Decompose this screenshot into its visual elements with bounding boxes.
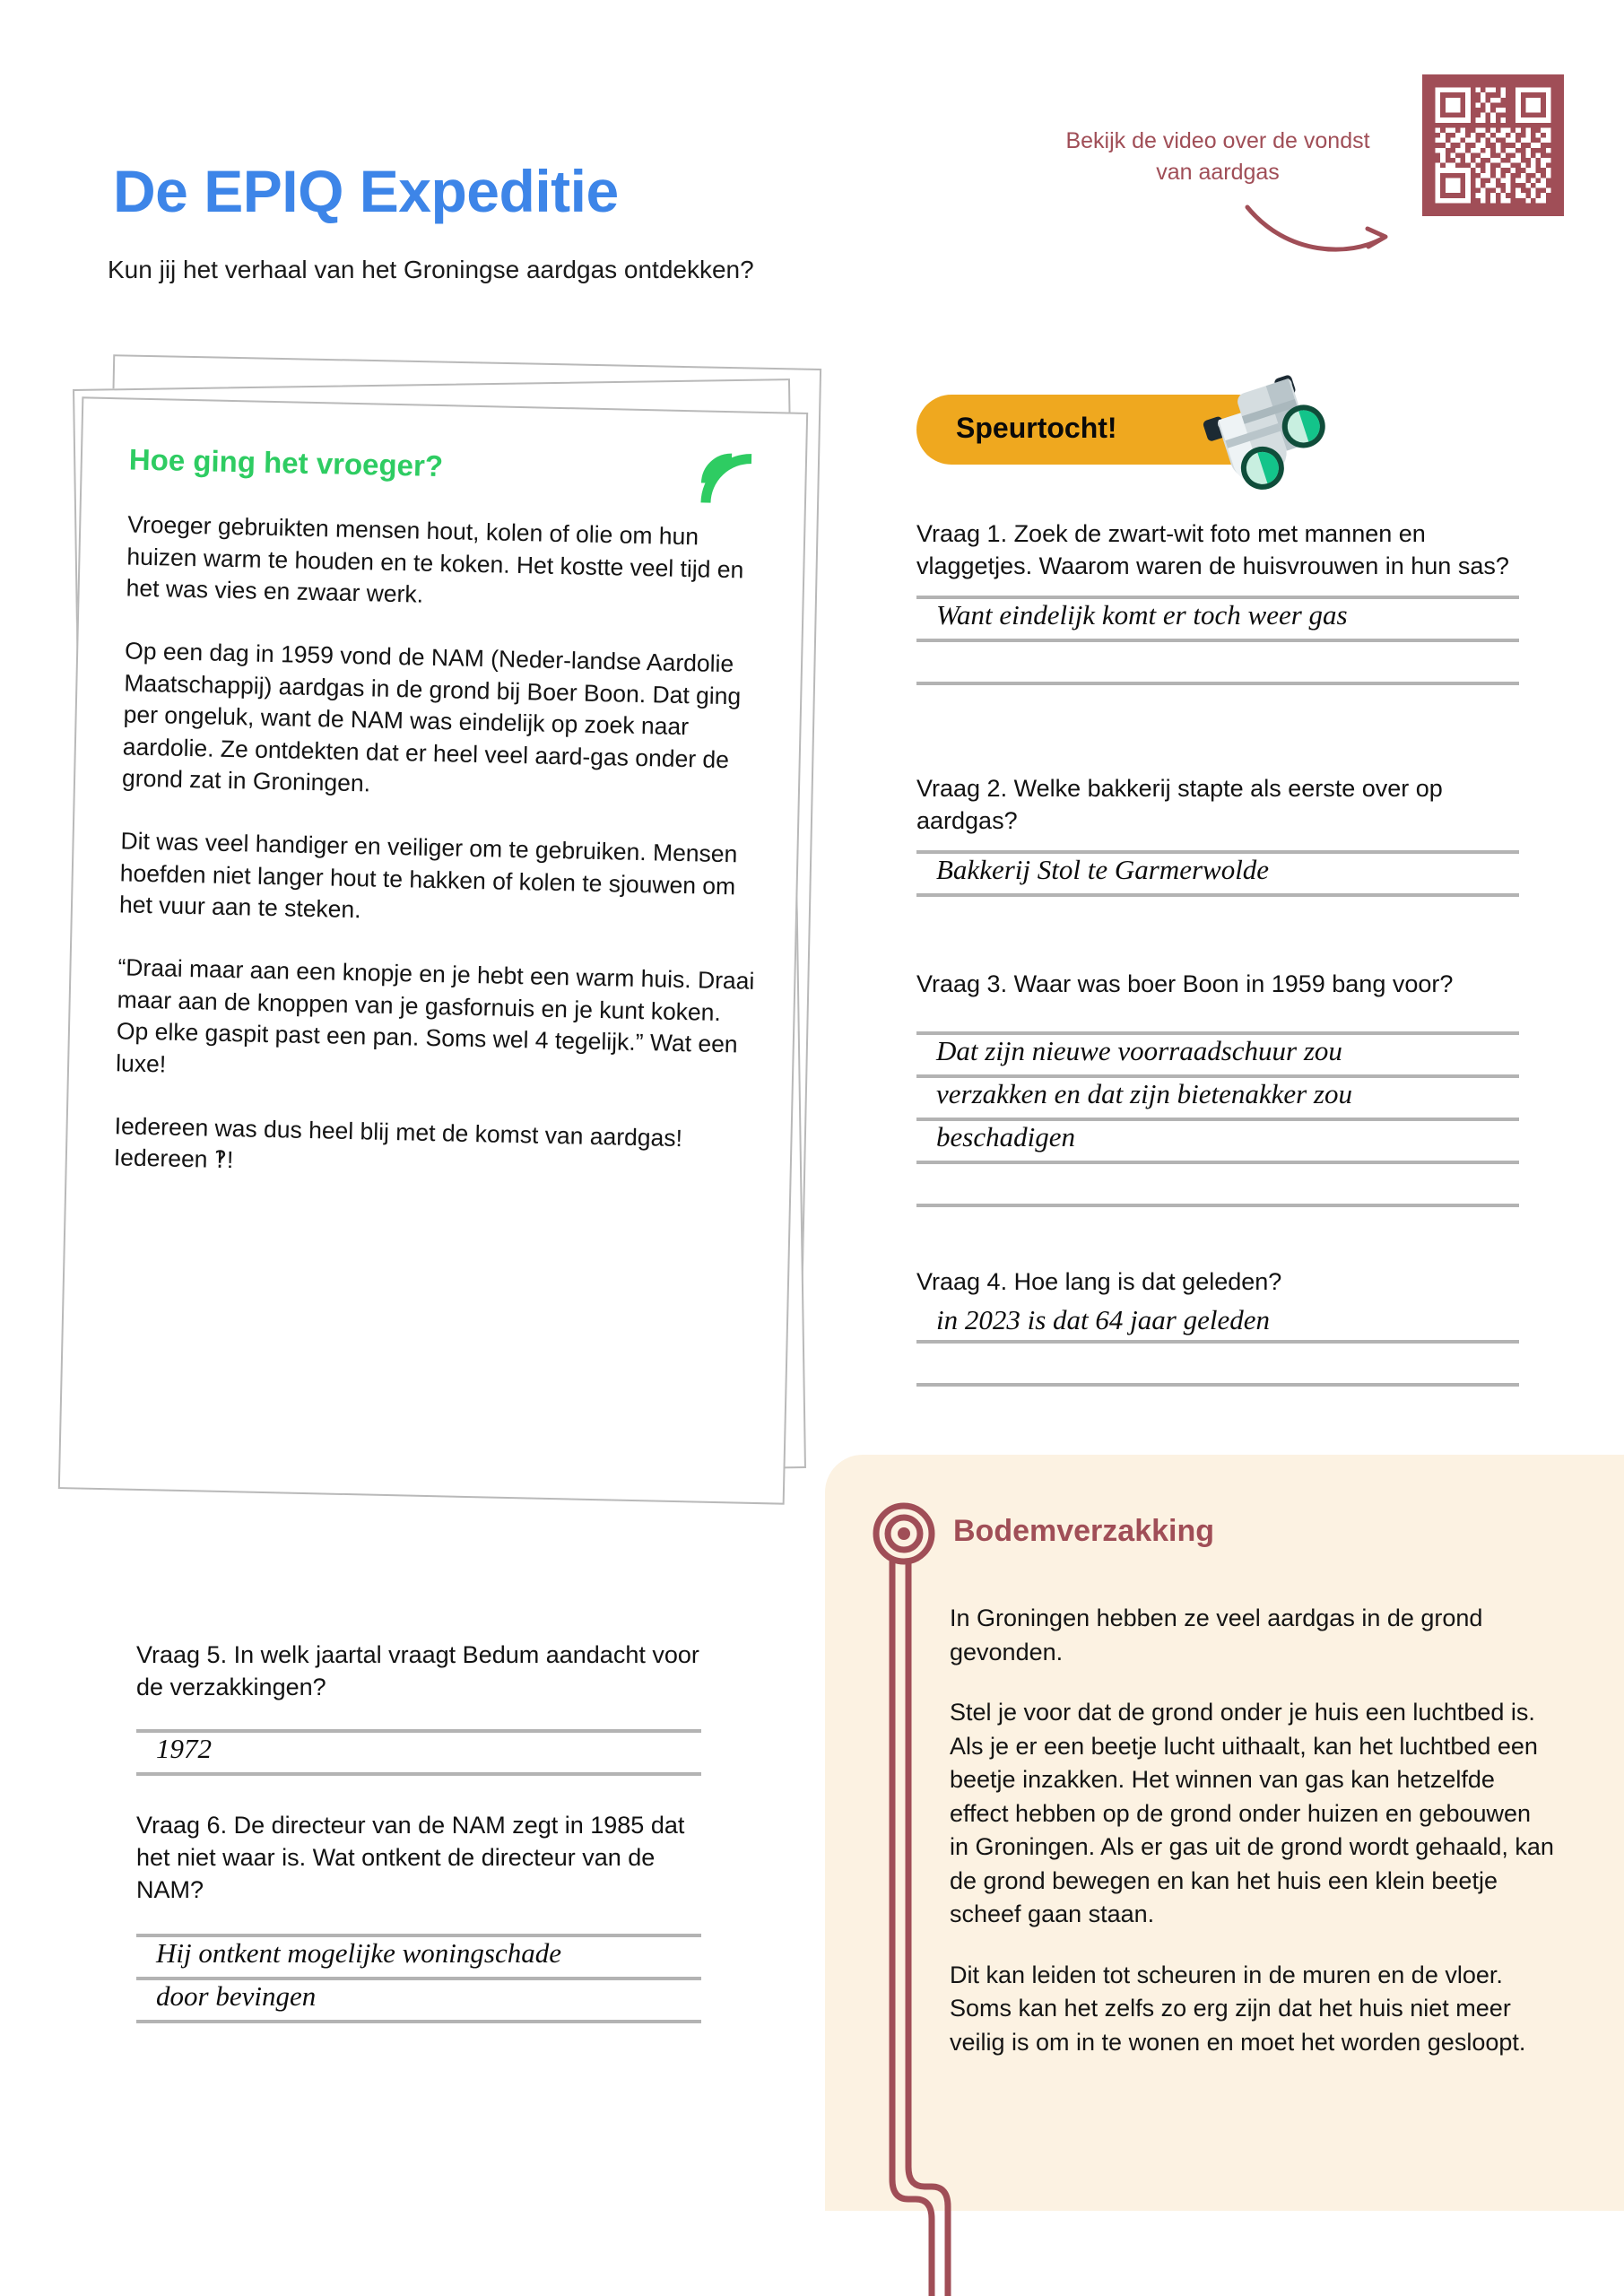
answer-rule	[136, 1772, 701, 1776]
bodem-paragraph: Stel je voor dat de grond onder je huis een luchtbed is. Als je er een beetje lucht uithaalt, kan het luchtbed een beetje inzakken. Het winnen van gas kan hetzelfde effect hebben op de grond onder huizen en gebouwen in Groningen. Als er gas uit de grond wordt gehaald, kan de grond bewegen en kan het huis een klein beetje scheef gaan staan.	[950, 1699, 1554, 1928]
answer-field[interactable]	[916, 1302, 1519, 1387]
answer-field[interactable]	[136, 1934, 701, 2023]
answer-text: Want eindelijk komt er toch weer gas	[936, 598, 1348, 631]
story-heading: Hoe ging het vroeger?	[128, 442, 444, 483]
answer-field[interactable]	[136, 1729, 701, 1776]
question-group-q6	[136, 1810, 701, 2023]
story-paragraph: “Draai maar aan een knopje en je hebt een warm huis. Draai maar aan de knoppen van je gasfornuis en je kunt koken. Op elke gaspit past een pan. Soms wel 4 tegelijk.” Wat een luxe!	[115, 953, 755, 1078]
answer-text: 1972	[156, 1732, 212, 1764]
story-paragraph: Dit was veel handiger en veiliger om te gebruiken. Mensen hoefden niet langer hout te hakken of kolen te sjouwen om het vuur aan te steken.	[118, 827, 738, 924]
question-group-q3	[916, 969, 1519, 1207]
question-text: Vraag 6. De directeur van de NAM zegt in 1985 dat het niet waar is. Wat ontkent de directeur van de NAM?	[136, 1812, 685, 1903]
answer-text: beschadigen	[936, 1120, 1075, 1152]
binoculars-icon	[1193, 370, 1372, 491]
qr-caption-text: Bekijk de video over de vondst van aardgas	[1065, 128, 1370, 185]
answer-text: Hij ontkent mogelijke woningschade	[156, 1936, 561, 1969]
answer-rule	[916, 682, 1519, 685]
paper-sheet-front	[58, 396, 808, 1504]
answer-text: Dat zijn nieuwe voorraadschuur zou	[936, 1034, 1342, 1066]
question-text: Vraag 2. Welke bakkerij stapte als eerste over op aardgas?	[916, 775, 1443, 834]
answer-text: Bakkerij Stol te Garmerwolde	[936, 853, 1270, 885]
story-paragraph: Iedereen was dus heel blij met de komst van aardgas! Iedereen ‽!	[113, 1111, 683, 1174]
question-text: Vraag 4. Hoe lang is dat geleden?	[916, 1268, 1282, 1295]
page-subtitle: Kun jij het verhaal van het Groningse aardgas ontdekken?	[108, 256, 754, 283]
question-text: Vraag 5. In welk jaartal vraagt Bedum aandacht voor de verzakkingen?	[136, 1641, 699, 1700]
target-bullseye-icon	[871, 1500, 937, 1567]
question-text: Vraag 3. Waar was boer Boon in 1959 bang voor?	[916, 970, 1454, 997]
bodemverzakking-body	[950, 1602, 1556, 2086]
question-group-q5	[136, 1639, 701, 1776]
speurtocht-label: Speurtocht!	[956, 412, 1117, 444]
panel-trail-line	[885, 1561, 957, 2296]
answer-text: door bevingen	[156, 1979, 317, 2012]
question-text: Vraag 1. Zoek de zwart-wit foto met mannen en vlaggetjes. Waarom waren de huisvrouwen in hun sas?	[916, 520, 1509, 579]
signal-wave-icon	[700, 452, 757, 509]
bodem-paragraph: Dit kan leiden tot scheuren in de muren en de vloer. Soms kan het zelfs zo erg zijn dat het huis niet meer veilig is om in te wonen en moet het worden gesloopt.	[950, 1961, 1526, 2056]
story-paragraph: Op een dag in 1959 vond de NAM (Neder-landse Aardolie Maatschappij) aardgas in de grond bij Boer Boon. Dat ging per ongeluk, want de NAM was eindelijk op zoek naar aardolie. Ze ontdekten dat er heel veel aard-gas onder de grond zat in Groningen.	[121, 637, 742, 797]
bodem-paragraph: In Groningen hebben ze veel aardgas in de grond gevonden.	[950, 1605, 1483, 1665]
story-paper-stack	[70, 361, 841, 1518]
curved-arrow-icon	[1242, 193, 1403, 265]
answer-field[interactable]	[916, 850, 1519, 897]
story-paragraph: Vroeger gebruikten mensen hout, kolen of olie om hun huizen warm te houden en te koken. Het kostte veel tijd en het was vies en zwaar werk.	[126, 510, 744, 608]
question-group-q1	[916, 518, 1519, 685]
answer-rule	[916, 1204, 1519, 1207]
answer-rule	[916, 1383, 1519, 1387]
question-group-q2	[916, 773, 1519, 897]
bodemverzakking-title: Bodemverzakking	[953, 1514, 1214, 1548]
answer-field[interactable]	[916, 596, 1519, 685]
qr-code[interactable]	[1422, 74, 1564, 216]
answer-field[interactable]	[916, 1031, 1519, 1207]
answer-rule	[136, 2020, 701, 2023]
answer-text: in 2023 is dat 64 jaar geleden	[936, 1303, 1270, 1335]
answer-rule	[916, 893, 1519, 897]
question-group-q4	[916, 1266, 1519, 1387]
page-title: De EPIQ Expeditie	[113, 158, 619, 224]
answer-text: verzakken en dat zijn bietenakker zou	[936, 1077, 1352, 1109]
